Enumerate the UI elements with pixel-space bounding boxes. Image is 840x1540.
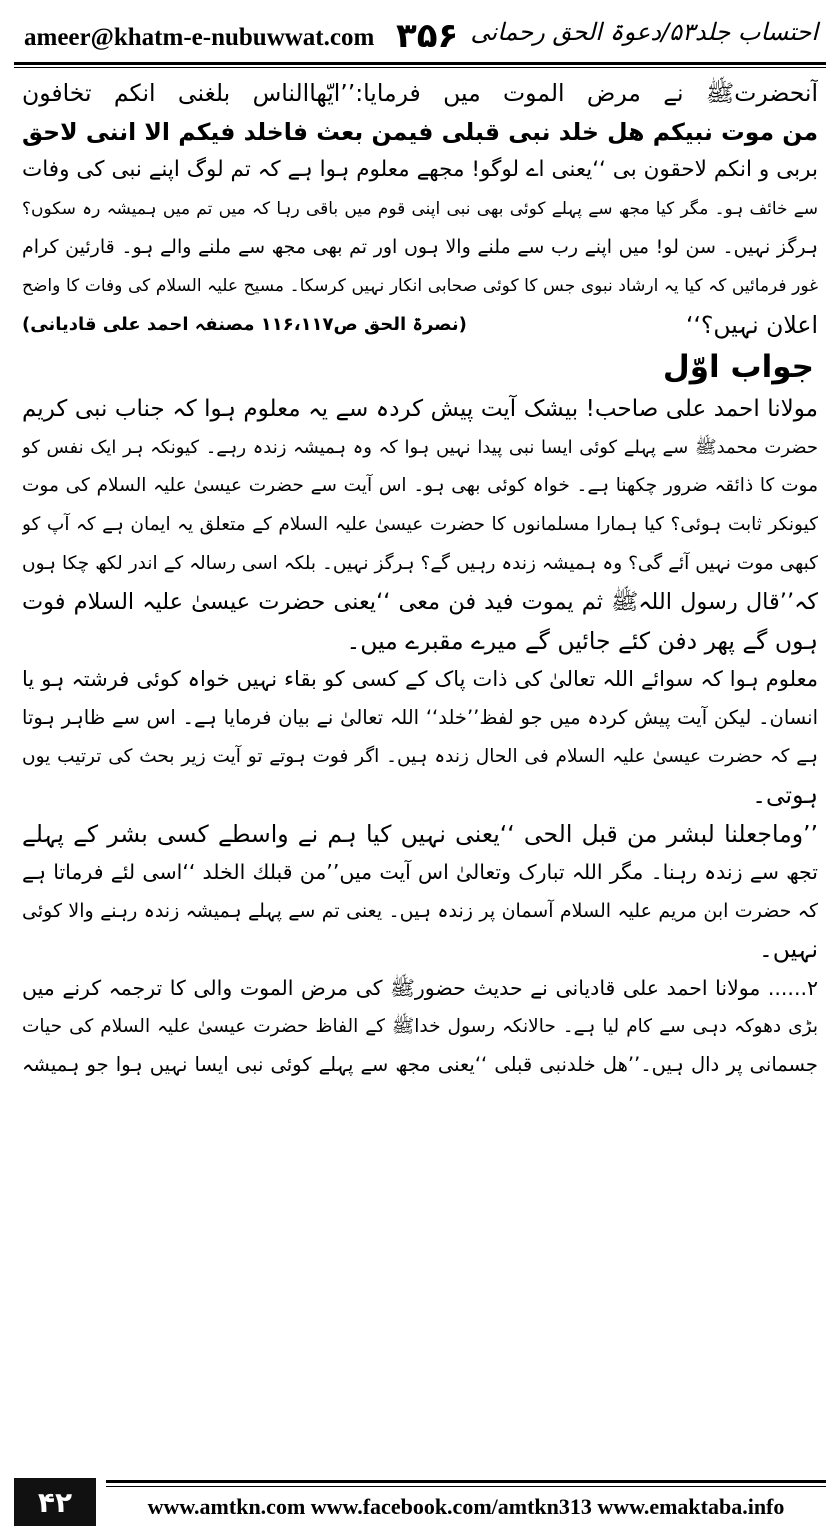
body-line: تجھ سے زندہ رہنا۔ مگر اللہ تبارک وتعالیٰ اس آیت میں’’من قبلك الخلد ‘‘اسی لئے فرماتا ہے	[22, 860, 818, 885]
body-line: جسمانی پر دال ہیں۔’’ھل خلدنبی قبلی ‘‘یعنی مجھ سے پہلے کوئی نبی ایسا نہیں ہوا جو ہمیشہ	[22, 1053, 818, 1077]
body-line: موت کا ذائقہ ضرور چکھنا ہے۔ خواہ کوئی بھی ہو۔ اس آیت سے حضرت عیسیٰ علیہ السلام کی موت	[22, 475, 818, 497]
body-line: ۲...... مولانا احمد علی قادیانی نے حدیث حضورﷺ کی مرض الموت والی کا ترجمہ کرنے میں	[22, 976, 818, 1001]
footer-websites: www.amtkn.com www.facebook.com/amtkn313 www.emaktaba.info	[147, 1494, 785, 1519]
body-line: بربی و انکم لاحقون بی ‘‘یعنی اے لوگو! مجھے معلوم ہوا ہے کہ تم لوگ اپنے نبی کی وفات	[22, 157, 818, 183]
body-line: نہیں۔	[758, 935, 818, 964]
reference-line-text: اعلان نہیں؟‘‘	[685, 310, 818, 339]
body-line: بڑی دھوکہ دہی سے کام لیا ہے۔ حالانکہ رسول خداﷺ کے الفاظ حضرت عیسیٰ علیہ السلام کی حیات	[22, 1015, 818, 1037]
footer-rule-thin	[106, 1486, 826, 1487]
body-line: کہ’’قال رسول اللہﷺ ثم یموت فید فن معی ‘‘یعنی حضرت عیسیٰ علیہ السلام فوت	[22, 589, 818, 616]
header-rule-thin	[14, 67, 826, 68]
body-line: ہوتی۔	[752, 781, 818, 810]
body-line: مولانا احمد علی صاحب! بیشک آیت پیش کردہ سے یہ معلوم ہوا کہ جناب نبی کریم	[22, 396, 818, 423]
body-line: غور فرمائیں کہ کیا یہ ارشاد نبوی جس کا کوئی صحابی انکار نہیں کرسکا۔ مسیح علیہ السلام کی وفات کا واضح	[22, 275, 818, 296]
body-line: کہ حضرت ابن مریم علیہ السلام آسمان پر زندہ ہیں۔ یعنی تم سے پہلے ہمیشہ زندہ رہنے والا کوئی	[22, 899, 818, 922]
body-line: ہے کہ حضرت عیسیٰ علیہ السلام فی الحال زندہ ہیں۔ اگر فوت ہوتے تو آیت زیر بحث کی ترتیب یوں	[22, 745, 818, 767]
footer-sheet-number: ۴۲	[14, 1478, 96, 1526]
body-line: انسان۔ لیکن آیت پیش کردہ میں جو لفظ’’خلد‘‘ اللہ تعالیٰ نے بیان فرمایا ہے۔ اس سے ظاہر ہوتا	[22, 705, 818, 729]
body-line: حضرت محمدﷺ سے پہلے کوئی ایسا نبی پیدا نہیں ہوا کہ وہ ہمیشہ زندہ رہے۔ کیونکہ ہر ایک نفس کو	[22, 436, 818, 458]
page-body	[22, 74, 818, 1446]
body-line: آنحضرتﷺ نے مرض الموت میں فرمایا:’’ایّھاالناس بلغنی انکم تخافون	[22, 79, 818, 107]
body-line: ہرگز نہیں۔ سن لو! میں اپنے رب سے ملنے والا ہوں اور تم بھی مجھ سے ملنے والے ہو۔ قارئین کرام	[22, 236, 818, 259]
page-header	[14, 10, 826, 66]
body-line: من موت نبیکم ھل خلد نبی قبلی فیمن بعث فاخلد فیکم الا اننی لاحق	[22, 117, 818, 146]
page-footer	[14, 1478, 826, 1530]
body-line: ’’وماجعلنا لبشر من قبل الحی ‘‘یعنی نہیں کیا ہم نے واسطے کسی بشر کے پہلے	[22, 819, 818, 848]
reference-line	[22, 306, 818, 345]
header-email: ameer@khatm-e-nubuwwat.com	[24, 24, 375, 51]
header-running-title: احتساب جلد۵۳/دعوۃ الحق رحمانی	[470, 18, 818, 46]
footer-rule	[106, 1480, 826, 1483]
body-line: کیونکر ثابت ہوئی؟ کیا ہمارا مسلمانوں کا حضرت عیسیٰ علیہ السلام کے متعلق یہ ایمان ہے کہ آپ کو	[22, 513, 818, 535]
section-heading: جواب اوّل	[662, 349, 814, 386]
body-line: سے خائف ہو۔ مگر کیا مجھ سے پہلے کوئی بھی نبی اپنی قوم میں باقی رہا کہ میں تم میں ہمیشہ رہ سکوں؟	[22, 198, 818, 219]
header-rule	[14, 62, 826, 65]
citation: (نصرۃ الحق ص۱۱۶،۱۱۷ مصنفہ احمد علی قادیانی)	[22, 313, 467, 335]
body-line: ہوں گے پھر دفن کئے جائیں گے میرے مقبرے میں۔	[346, 626, 818, 655]
body-line: معلوم ہوا کہ سوائے اللہ تعالیٰ کی ذات پاک کے کسی کو بقاء نہیں خواہ کوئی فرشتہ ہو یا	[22, 667, 818, 692]
body-line: کبھی موت نہیں آئے گی؟ وہ ہمیشہ زندہ رہیں گے؟ ہرگز نہیں۔ بلکہ اسی رسالہ کے اندر لکھ چکا ہوں	[22, 552, 818, 574]
header-page-number: ۳۵۶	[396, 16, 459, 56]
